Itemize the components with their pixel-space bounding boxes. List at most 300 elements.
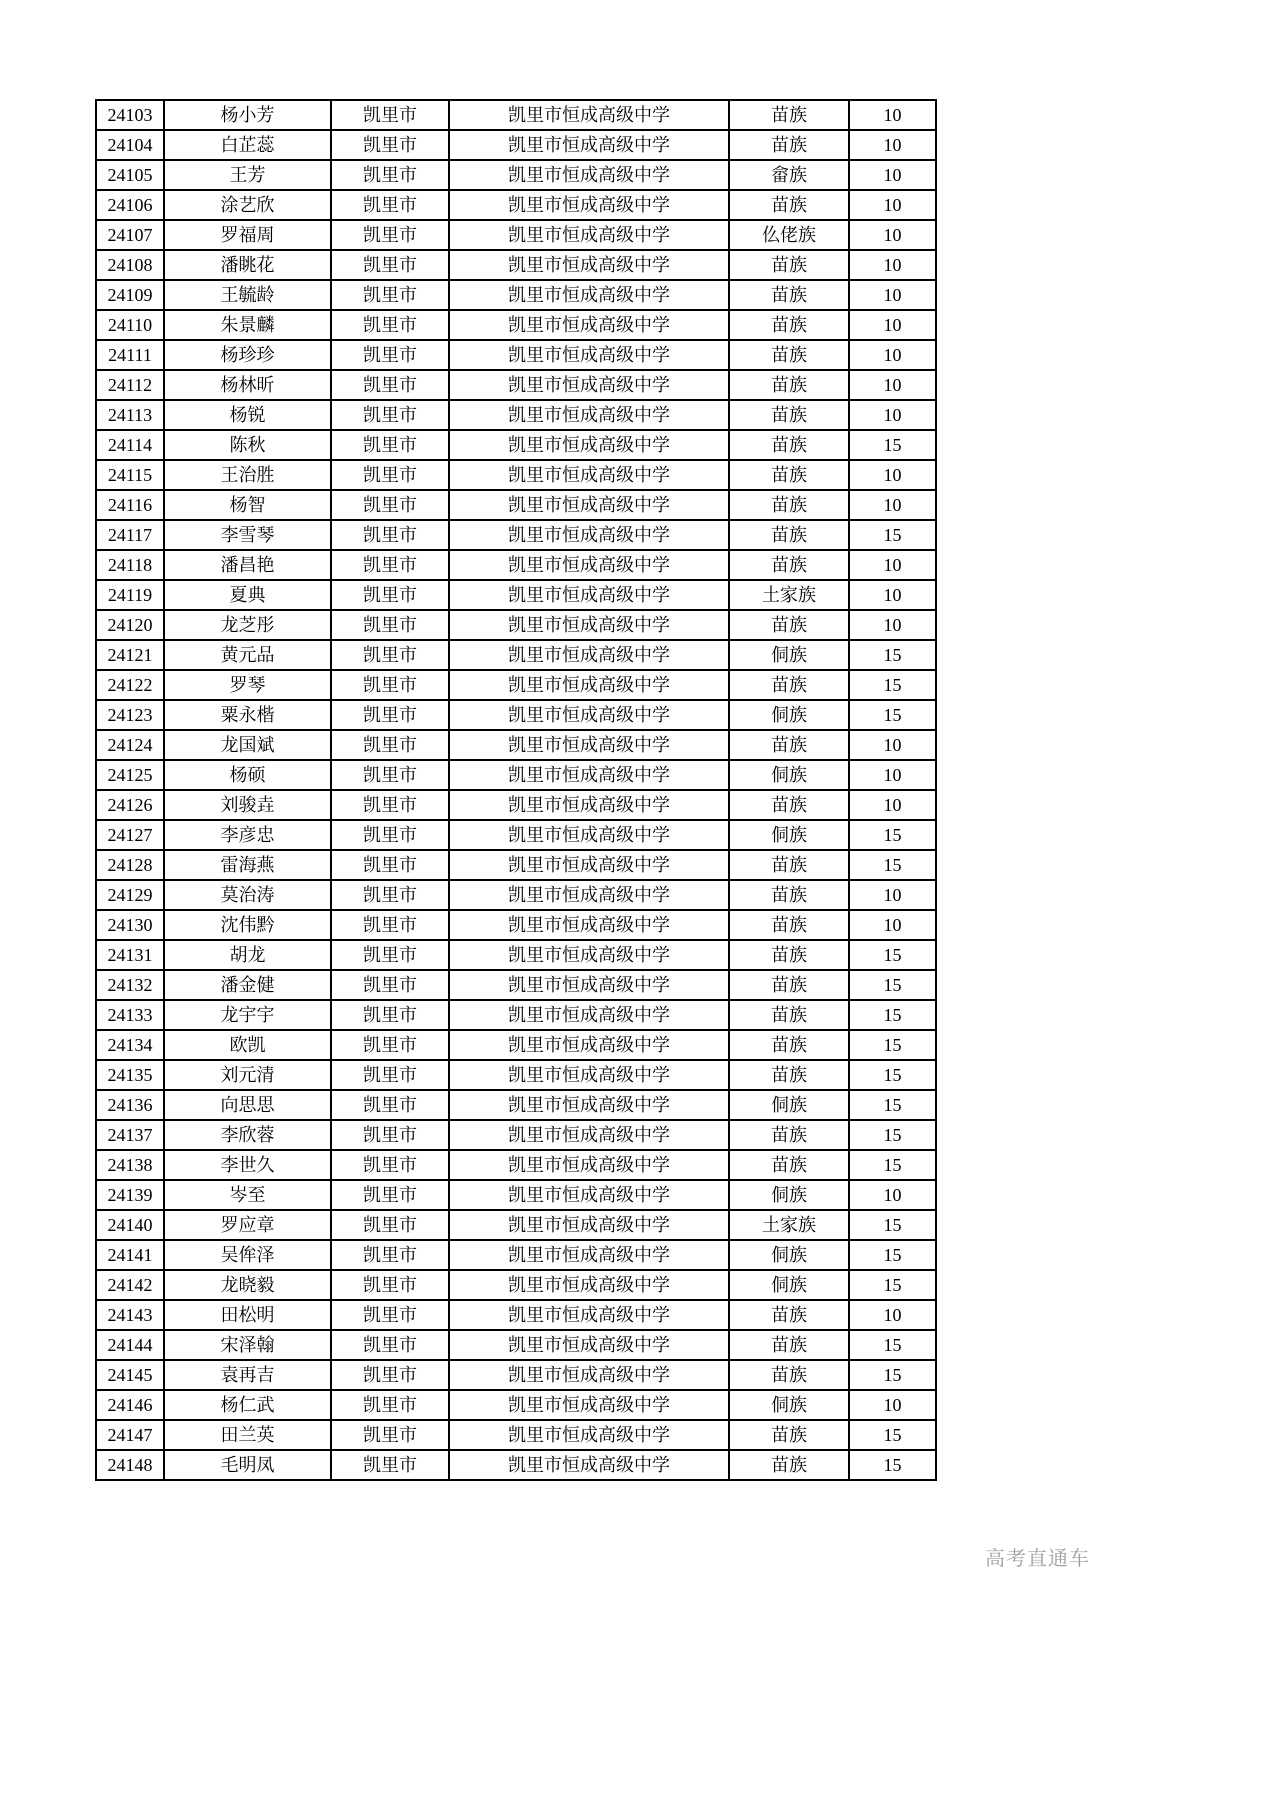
city-cell: 凯里市 xyxy=(331,1180,449,1210)
table-row xyxy=(96,610,936,640)
name-cell: 李欣蓉 xyxy=(164,1120,331,1150)
name-cell: 向思思 xyxy=(164,1090,331,1120)
name-cell: 罗福周 xyxy=(164,220,331,250)
city-cell: 凯里市 xyxy=(331,520,449,550)
ethnicity-cell: 侗族 xyxy=(729,640,849,670)
table-row xyxy=(96,790,936,820)
name-cell: 杨林昕 xyxy=(164,370,331,400)
ethnicity-cell: 苗族 xyxy=(729,310,849,340)
id-cell: 24117 xyxy=(96,520,164,550)
ethnicity-cell: 苗族 xyxy=(729,910,849,940)
ethnicity-cell: 苗族 xyxy=(729,430,849,460)
ethnicity-cell: 仫佬族 xyxy=(729,220,849,250)
school-cell: 凯里市恒成高级中学 xyxy=(449,1120,729,1150)
school-cell: 凯里市恒成高级中学 xyxy=(449,1240,729,1270)
name-cell: 杨小芳 xyxy=(164,100,331,130)
school-cell: 凯里市恒成高级中学 xyxy=(449,1450,729,1480)
name-cell: 王治胜 xyxy=(164,460,331,490)
city-cell: 凯里市 xyxy=(331,1030,449,1060)
city-cell: 凯里市 xyxy=(331,340,449,370)
school-cell: 凯里市恒成高级中学 xyxy=(449,820,729,850)
id-cell: 24141 xyxy=(96,1240,164,1270)
name-cell: 吴侔泽 xyxy=(164,1240,331,1270)
school-cell: 凯里市恒成高级中学 xyxy=(449,1330,729,1360)
id-cell: 24116 xyxy=(96,490,164,520)
table-row xyxy=(96,430,936,460)
table-row xyxy=(96,850,936,880)
name-cell: 杨锐 xyxy=(164,400,331,430)
points-cell: 10 xyxy=(849,1300,936,1330)
id-cell: 24107 xyxy=(96,220,164,250)
points-cell: 10 xyxy=(849,370,936,400)
points-cell: 15 xyxy=(849,1210,936,1240)
points-cell: 10 xyxy=(849,160,936,190)
school-cell: 凯里市恒成高级中学 xyxy=(449,250,729,280)
ethnicity-cell: 苗族 xyxy=(729,100,849,130)
id-cell: 24138 xyxy=(96,1150,164,1180)
id-cell: 24118 xyxy=(96,550,164,580)
city-cell: 凯里市 xyxy=(331,940,449,970)
school-cell: 凯里市恒成高级中学 xyxy=(449,1090,729,1120)
name-cell: 岑至 xyxy=(164,1180,331,1210)
points-cell: 10 xyxy=(849,130,936,160)
name-cell: 刘元清 xyxy=(164,1060,331,1090)
school-cell: 凯里市恒成高级中学 xyxy=(449,520,729,550)
student-roster-table xyxy=(95,99,937,1481)
city-cell: 凯里市 xyxy=(331,790,449,820)
school-cell: 凯里市恒成高级中学 xyxy=(449,280,729,310)
city-cell: 凯里市 xyxy=(331,640,449,670)
table-row xyxy=(96,1450,936,1480)
school-cell: 凯里市恒成高级中学 xyxy=(449,100,729,130)
points-cell: 15 xyxy=(849,940,936,970)
points-cell: 10 xyxy=(849,340,936,370)
points-cell: 10 xyxy=(849,460,936,490)
id-cell: 24134 xyxy=(96,1030,164,1060)
city-cell: 凯里市 xyxy=(331,700,449,730)
school-cell: 凯里市恒成高级中学 xyxy=(449,880,729,910)
ethnicity-cell: 苗族 xyxy=(729,1300,849,1330)
table-row xyxy=(96,1000,936,1030)
name-cell: 王毓龄 xyxy=(164,280,331,310)
school-cell: 凯里市恒成高级中学 xyxy=(449,190,729,220)
id-cell: 24110 xyxy=(96,310,164,340)
points-cell: 15 xyxy=(849,1150,936,1180)
table-row xyxy=(96,400,936,430)
points-cell: 15 xyxy=(849,670,936,700)
ethnicity-cell: 苗族 xyxy=(729,1330,849,1360)
table-row xyxy=(96,220,936,250)
name-cell: 田兰英 xyxy=(164,1420,331,1450)
id-cell: 24123 xyxy=(96,700,164,730)
city-cell: 凯里市 xyxy=(331,400,449,430)
ethnicity-cell: 侗族 xyxy=(729,1240,849,1270)
school-cell: 凯里市恒成高级中学 xyxy=(449,310,729,340)
ethnicity-cell: 苗族 xyxy=(729,370,849,400)
table-row xyxy=(96,1060,936,1090)
school-cell: 凯里市恒成高级中学 xyxy=(449,430,729,460)
city-cell: 凯里市 xyxy=(331,280,449,310)
id-cell: 24120 xyxy=(96,610,164,640)
table-row xyxy=(96,1420,936,1450)
name-cell: 罗琴 xyxy=(164,670,331,700)
points-cell: 10 xyxy=(849,100,936,130)
ethnicity-cell: 侗族 xyxy=(729,1090,849,1120)
city-cell: 凯里市 xyxy=(331,430,449,460)
ethnicity-cell: 侗族 xyxy=(729,760,849,790)
school-cell: 凯里市恒成高级中学 xyxy=(449,340,729,370)
city-cell: 凯里市 xyxy=(331,1120,449,1150)
id-cell: 24144 xyxy=(96,1330,164,1360)
id-cell: 24130 xyxy=(96,910,164,940)
student-table-body xyxy=(96,100,936,1480)
name-cell: 龙宇宇 xyxy=(164,1000,331,1030)
table-row xyxy=(96,100,936,130)
points-cell: 10 xyxy=(849,490,936,520)
city-cell: 凯里市 xyxy=(331,1420,449,1450)
table-row xyxy=(96,520,936,550)
points-cell: 15 xyxy=(849,520,936,550)
school-cell: 凯里市恒成高级中学 xyxy=(449,1000,729,1030)
city-cell: 凯里市 xyxy=(331,730,449,760)
table-row xyxy=(96,640,936,670)
city-cell: 凯里市 xyxy=(331,820,449,850)
id-cell: 24140 xyxy=(96,1210,164,1240)
ethnicity-cell: 苗族 xyxy=(729,790,849,820)
points-cell: 15 xyxy=(849,1270,936,1300)
points-cell: 15 xyxy=(849,700,936,730)
id-cell: 24108 xyxy=(96,250,164,280)
id-cell: 24119 xyxy=(96,580,164,610)
city-cell: 凯里市 xyxy=(331,1390,449,1420)
points-cell: 10 xyxy=(849,730,936,760)
name-cell: 雷海燕 xyxy=(164,850,331,880)
ethnicity-cell: 侗族 xyxy=(729,700,849,730)
city-cell: 凯里市 xyxy=(331,160,449,190)
table-row xyxy=(96,1120,936,1150)
points-cell: 15 xyxy=(849,1450,936,1480)
ethnicity-cell: 侗族 xyxy=(729,1390,849,1420)
school-cell: 凯里市恒成高级中学 xyxy=(449,940,729,970)
name-cell: 杨智 xyxy=(164,490,331,520)
name-cell: 潘眺花 xyxy=(164,250,331,280)
table-row xyxy=(96,940,936,970)
id-cell: 24105 xyxy=(96,160,164,190)
school-cell: 凯里市恒成高级中学 xyxy=(449,400,729,430)
table-row xyxy=(96,160,936,190)
city-cell: 凯里市 xyxy=(331,1450,449,1480)
name-cell: 袁再吉 xyxy=(164,1360,331,1390)
id-cell: 24112 xyxy=(96,370,164,400)
points-cell: 15 xyxy=(849,1090,936,1120)
id-cell: 24114 xyxy=(96,430,164,460)
id-cell: 24143 xyxy=(96,1300,164,1330)
name-cell: 龙晓毅 xyxy=(164,1270,331,1300)
ethnicity-cell: 畲族 xyxy=(729,160,849,190)
city-cell: 凯里市 xyxy=(331,1210,449,1240)
points-cell: 10 xyxy=(849,280,936,310)
id-cell: 24148 xyxy=(96,1450,164,1480)
table-row xyxy=(96,1090,936,1120)
city-cell: 凯里市 xyxy=(331,1090,449,1120)
name-cell: 刘骏垚 xyxy=(164,790,331,820)
city-cell: 凯里市 xyxy=(331,1150,449,1180)
table-row xyxy=(96,340,936,370)
city-cell: 凯里市 xyxy=(331,670,449,700)
school-cell: 凯里市恒成高级中学 xyxy=(449,1060,729,1090)
city-cell: 凯里市 xyxy=(331,100,449,130)
city-cell: 凯里市 xyxy=(331,910,449,940)
id-cell: 24122 xyxy=(96,670,164,700)
table-row xyxy=(96,910,936,940)
ethnicity-cell: 土家族 xyxy=(729,580,849,610)
name-cell: 李世久 xyxy=(164,1150,331,1180)
points-cell: 10 xyxy=(849,190,936,220)
school-cell: 凯里市恒成高级中学 xyxy=(449,790,729,820)
points-cell: 15 xyxy=(849,1120,936,1150)
id-cell: 24129 xyxy=(96,880,164,910)
points-cell: 10 xyxy=(849,790,936,820)
table-row xyxy=(96,1150,936,1180)
table-row xyxy=(96,1180,936,1210)
id-cell: 24127 xyxy=(96,820,164,850)
name-cell: 沈伟黔 xyxy=(164,910,331,940)
school-cell: 凯里市恒成高级中学 xyxy=(449,1180,729,1210)
name-cell: 宋泽翰 xyxy=(164,1330,331,1360)
ethnicity-cell: 苗族 xyxy=(729,1420,849,1450)
ethnicity-cell: 苗族 xyxy=(729,490,849,520)
id-cell: 24124 xyxy=(96,730,164,760)
name-cell: 杨仁武 xyxy=(164,1390,331,1420)
ethnicity-cell: 苗族 xyxy=(729,850,849,880)
school-cell: 凯里市恒成高级中学 xyxy=(449,970,729,1000)
points-cell: 15 xyxy=(849,1030,936,1060)
id-cell: 24113 xyxy=(96,400,164,430)
table-row xyxy=(96,670,936,700)
id-cell: 24109 xyxy=(96,280,164,310)
name-cell: 欧凯 xyxy=(164,1030,331,1060)
name-cell: 夏典 xyxy=(164,580,331,610)
ethnicity-cell: 苗族 xyxy=(729,670,849,700)
city-cell: 凯里市 xyxy=(331,1360,449,1390)
table-row xyxy=(96,1360,936,1390)
table-row xyxy=(96,370,936,400)
city-cell: 凯里市 xyxy=(331,250,449,280)
city-cell: 凯里市 xyxy=(331,370,449,400)
school-cell: 凯里市恒成高级中学 xyxy=(449,850,729,880)
ethnicity-cell: 苗族 xyxy=(729,400,849,430)
id-cell: 24111 xyxy=(96,340,164,370)
ethnicity-cell: 苗族 xyxy=(729,550,849,580)
points-cell: 10 xyxy=(849,550,936,580)
table-row xyxy=(96,460,936,490)
school-cell: 凯里市恒成高级中学 xyxy=(449,670,729,700)
id-cell: 24131 xyxy=(96,940,164,970)
school-cell: 凯里市恒成高级中学 xyxy=(449,1390,729,1420)
id-cell: 24103 xyxy=(96,100,164,130)
points-cell: 15 xyxy=(849,1000,936,1030)
table-row xyxy=(96,130,936,160)
ethnicity-cell: 苗族 xyxy=(729,280,849,310)
watermark-text: 高考直通车 xyxy=(985,1548,1090,1570)
id-cell: 24121 xyxy=(96,640,164,670)
ethnicity-cell: 苗族 xyxy=(729,340,849,370)
school-cell: 凯里市恒成高级中学 xyxy=(449,730,729,760)
ethnicity-cell: 侗族 xyxy=(729,1270,849,1300)
id-cell: 24146 xyxy=(96,1390,164,1420)
city-cell: 凯里市 xyxy=(331,1300,449,1330)
city-cell: 凯里市 xyxy=(331,220,449,250)
name-cell: 龙芝彤 xyxy=(164,610,331,640)
city-cell: 凯里市 xyxy=(331,1240,449,1270)
ethnicity-cell: 苗族 xyxy=(729,730,849,760)
school-cell: 凯里市恒成高级中学 xyxy=(449,760,729,790)
name-cell: 潘金健 xyxy=(164,970,331,1000)
name-cell: 田松明 xyxy=(164,1300,331,1330)
name-cell: 王芳 xyxy=(164,160,331,190)
table-row xyxy=(96,1240,936,1270)
ethnicity-cell: 苗族 xyxy=(729,1360,849,1390)
table-row xyxy=(96,190,936,220)
table-row xyxy=(96,250,936,280)
id-cell: 24115 xyxy=(96,460,164,490)
table-row xyxy=(96,700,936,730)
points-cell: 10 xyxy=(849,880,936,910)
ethnicity-cell: 苗族 xyxy=(729,1060,849,1090)
points-cell: 15 xyxy=(849,970,936,1000)
id-cell: 24104 xyxy=(96,130,164,160)
name-cell: 龙国斌 xyxy=(164,730,331,760)
city-cell: 凯里市 xyxy=(331,610,449,640)
school-cell: 凯里市恒成高级中学 xyxy=(449,1150,729,1180)
school-cell: 凯里市恒成高级中学 xyxy=(449,1420,729,1450)
points-cell: 10 xyxy=(849,400,936,430)
table-row xyxy=(96,550,936,580)
city-cell: 凯里市 xyxy=(331,190,449,220)
ethnicity-cell: 苗族 xyxy=(729,1120,849,1150)
id-cell: 24142 xyxy=(96,1270,164,1300)
school-cell: 凯里市恒成高级中学 xyxy=(449,370,729,400)
table-row xyxy=(96,1210,936,1240)
table-row xyxy=(96,1390,936,1420)
table-row xyxy=(96,280,936,310)
points-cell: 10 xyxy=(849,310,936,340)
city-cell: 凯里市 xyxy=(331,970,449,1000)
city-cell: 凯里市 xyxy=(331,1060,449,1090)
ethnicity-cell: 苗族 xyxy=(729,190,849,220)
name-cell: 杨硕 xyxy=(164,760,331,790)
ethnicity-cell: 苗族 xyxy=(729,1150,849,1180)
school-cell: 凯里市恒成高级中学 xyxy=(449,1210,729,1240)
ethnicity-cell: 苗族 xyxy=(729,940,849,970)
id-cell: 24132 xyxy=(96,970,164,1000)
points-cell: 15 xyxy=(849,640,936,670)
name-cell: 李彦忠 xyxy=(164,820,331,850)
school-cell: 凯里市恒成高级中学 xyxy=(449,1300,729,1330)
school-cell: 凯里市恒成高级中学 xyxy=(449,1270,729,1300)
ethnicity-cell: 侗族 xyxy=(729,1180,849,1210)
id-cell: 24106 xyxy=(96,190,164,220)
city-cell: 凯里市 xyxy=(331,550,449,580)
points-cell: 15 xyxy=(849,1060,936,1090)
name-cell: 潘昌艳 xyxy=(164,550,331,580)
points-cell: 15 xyxy=(849,1240,936,1270)
city-cell: 凯里市 xyxy=(331,490,449,520)
city-cell: 凯里市 xyxy=(331,130,449,160)
points-cell: 10 xyxy=(849,760,936,790)
points-cell: 10 xyxy=(849,1390,936,1420)
name-cell: 杨珍珍 xyxy=(164,340,331,370)
school-cell: 凯里市恒成高级中学 xyxy=(449,130,729,160)
id-cell: 24126 xyxy=(96,790,164,820)
table-row xyxy=(96,1030,936,1060)
points-cell: 10 xyxy=(849,910,936,940)
ethnicity-cell: 土家族 xyxy=(729,1210,849,1240)
ethnicity-cell: 苗族 xyxy=(729,1030,849,1060)
id-cell: 24135 xyxy=(96,1060,164,1090)
points-cell: 15 xyxy=(849,1330,936,1360)
school-cell: 凯里市恒成高级中学 xyxy=(449,1360,729,1390)
city-cell: 凯里市 xyxy=(331,460,449,490)
school-cell: 凯里市恒成高级中学 xyxy=(449,1030,729,1060)
ethnicity-cell: 苗族 xyxy=(729,1000,849,1030)
table-row xyxy=(96,1330,936,1360)
table-row xyxy=(96,1270,936,1300)
city-cell: 凯里市 xyxy=(331,1330,449,1360)
table-row xyxy=(96,580,936,610)
name-cell: 粟永楷 xyxy=(164,700,331,730)
name-cell: 李雪琴 xyxy=(164,520,331,550)
name-cell: 陈秋 xyxy=(164,430,331,460)
points-cell: 10 xyxy=(849,220,936,250)
id-cell: 24125 xyxy=(96,760,164,790)
id-cell: 24136 xyxy=(96,1090,164,1120)
city-cell: 凯里市 xyxy=(331,580,449,610)
city-cell: 凯里市 xyxy=(331,850,449,880)
school-cell: 凯里市恒成高级中学 xyxy=(449,910,729,940)
name-cell: 胡龙 xyxy=(164,940,331,970)
city-cell: 凯里市 xyxy=(331,310,449,340)
school-cell: 凯里市恒成高级中学 xyxy=(449,460,729,490)
points-cell: 15 xyxy=(849,850,936,880)
points-cell: 10 xyxy=(849,1180,936,1210)
ethnicity-cell: 苗族 xyxy=(729,250,849,280)
ethnicity-cell: 苗族 xyxy=(729,520,849,550)
points-cell: 10 xyxy=(849,580,936,610)
school-cell: 凯里市恒成高级中学 xyxy=(449,490,729,520)
name-cell: 涂艺欣 xyxy=(164,190,331,220)
id-cell: 24137 xyxy=(96,1120,164,1150)
ethnicity-cell: 苗族 xyxy=(729,1450,849,1480)
table-row xyxy=(96,820,936,850)
school-cell: 凯里市恒成高级中学 xyxy=(449,550,729,580)
table-row xyxy=(96,310,936,340)
school-cell: 凯里市恒成高级中学 xyxy=(449,220,729,250)
ethnicity-cell: 苗族 xyxy=(729,130,849,160)
points-cell: 15 xyxy=(849,1420,936,1450)
table-row xyxy=(96,970,936,1000)
school-cell: 凯里市恒成高级中学 xyxy=(449,610,729,640)
ethnicity-cell: 苗族 xyxy=(729,880,849,910)
id-cell: 24139 xyxy=(96,1180,164,1210)
ethnicity-cell: 苗族 xyxy=(729,970,849,1000)
name-cell: 白芷蕊 xyxy=(164,130,331,160)
points-cell: 15 xyxy=(849,1360,936,1390)
city-cell: 凯里市 xyxy=(331,1270,449,1300)
table-row xyxy=(96,760,936,790)
city-cell: 凯里市 xyxy=(331,880,449,910)
school-cell: 凯里市恒成高级中学 xyxy=(449,160,729,190)
